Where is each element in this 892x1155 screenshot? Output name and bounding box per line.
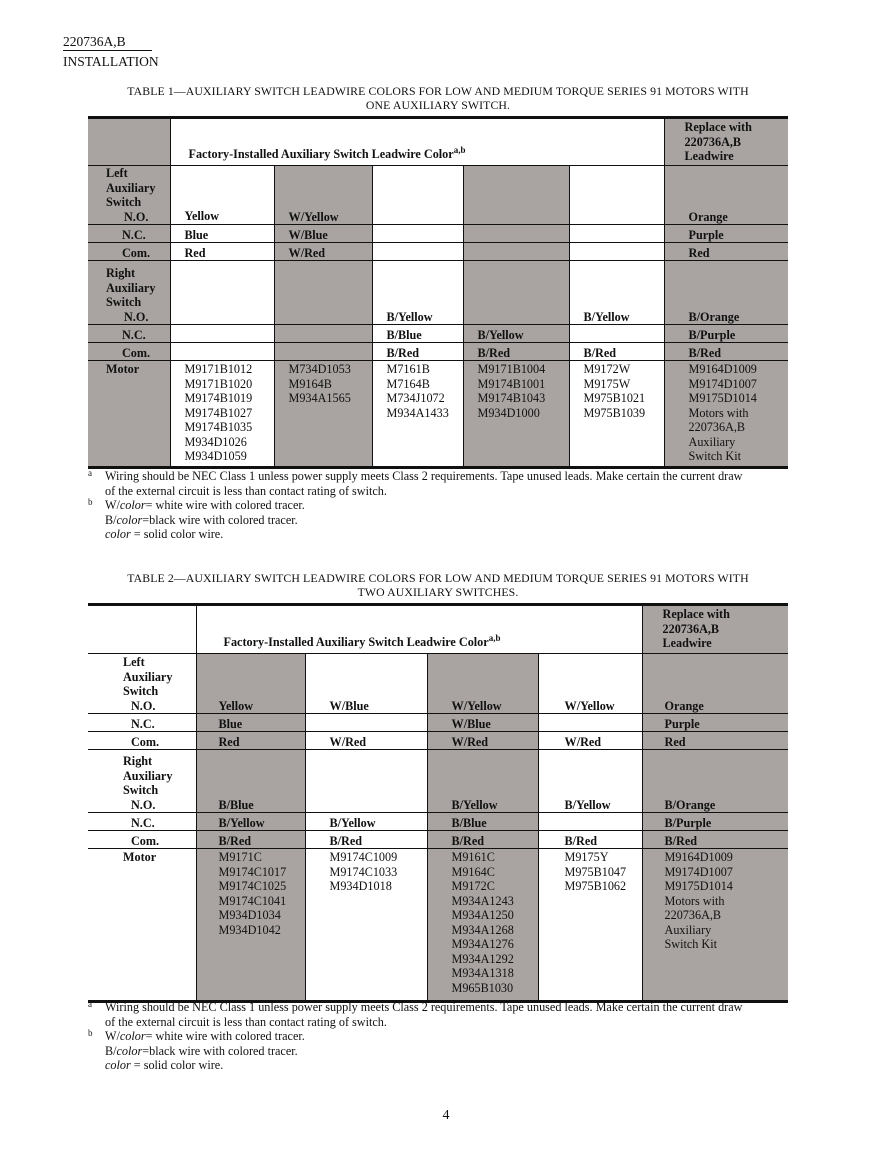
- table2-nc-label: N.C.: [88, 714, 196, 732]
- motor-model: M975B1021: [583, 391, 646, 405]
- motor-model: M965B1030: [451, 980, 514, 995]
- table1-cell: [170, 343, 274, 361]
- table1-motor-list: [170, 361, 274, 468]
- table2-cell: B/Blue: [196, 750, 305, 813]
- table2-cell: B/Red: [642, 831, 788, 849]
- table1-cell: [274, 343, 372, 361]
- table2-cell: [305, 750, 427, 813]
- motor-model: M734J1072: [386, 391, 445, 405]
- table1-cell: B/Red: [463, 343, 569, 361]
- table1-motor-list: [569, 361, 664, 468]
- motor-model: M9164D1009: [688, 362, 757, 376]
- motor-model: M9171C: [218, 850, 262, 864]
- motor-model: M9175Y: [564, 850, 609, 864]
- table2-cell: B/Red: [427, 831, 538, 849]
- table1-cell: B/Red: [569, 343, 664, 361]
- footnote-a: a Wiring should be NEC Class 1 unless power supply meets Class 2 requirements. Tape unused leads. Make certain the current draw of the external circuit is less than contact rating of switch.: [88, 468, 743, 498]
- motor-model: M934A1250: [451, 908, 514, 922]
- table2-cell: Blue: [196, 714, 305, 732]
- table2-cell: B/Yellow: [427, 750, 538, 813]
- table1-caption-line2: ONE AUXILIARY SWITCH.: [365, 98, 511, 112]
- table1-cell: B/Yellow: [463, 325, 569, 343]
- table1-cell: Blue: [170, 225, 274, 243]
- motor-model: M934D1018: [329, 879, 392, 893]
- motor-model: M934A1292: [451, 951, 514, 966]
- table2-com-label: Com.: [88, 831, 196, 849]
- motor-model: M9171B1020: [184, 376, 253, 391]
- motor-model: M9175D1014: [664, 879, 733, 893]
- motor-model: M9174C1009: [329, 850, 398, 864]
- table1-cell: B/Purple: [664, 325, 788, 343]
- footnote-b: b W/color= white wire with colored tracer. B/color=black wire with colored tracer. color = solid color wire.: [88, 497, 305, 542]
- motor-model: M934A1243: [451, 893, 514, 908]
- motor-model: M9175D1014: [688, 391, 757, 405]
- motor-model: M975B1062: [564, 879, 627, 893]
- table1-cell: Orange: [664, 166, 788, 225]
- motor-model: Motors with: [664, 893, 725, 908]
- motor-model: M7161B: [386, 362, 430, 376]
- table2-cell: [538, 813, 642, 831]
- motor-model: M975B1047: [564, 864, 627, 879]
- motor-model: M9161C: [451, 850, 495, 864]
- table2-cell: W/Yellow: [538, 654, 642, 714]
- motor-model: M9174C1025: [218, 879, 287, 893]
- table1-cell: Red: [170, 243, 274, 261]
- table1-cell: [463, 225, 569, 243]
- motor-model: M9174B1027: [184, 405, 253, 420]
- table1-footnotes: [88, 469, 790, 542]
- table1-cell: [274, 325, 372, 343]
- table1-right-switch-label: Right Auxiliary Switch N.O.: [88, 261, 170, 325]
- motor-model: M9172C: [451, 879, 495, 893]
- motor-model: M9174B1043: [477, 391, 546, 405]
- motor-model: M9164C: [451, 864, 495, 879]
- table2-motor-label: Motor: [88, 849, 196, 1002]
- table1-cell: [170, 325, 274, 343]
- table2-cell: B/Purple: [642, 813, 788, 831]
- motor-model: M934A1433: [386, 405, 449, 420]
- table1-cell: [170, 261, 274, 325]
- table2-cell: B/Yellow: [305, 813, 427, 831]
- table2-cell: B/Red: [196, 831, 305, 849]
- table1-left-switch-label: Left Auxiliary Switch N.O.: [88, 166, 170, 225]
- table2-com-label: Com.: [88, 732, 196, 750]
- motor-model: 220736A,B: [688, 420, 746, 434]
- motor-model: M9172W: [583, 362, 631, 376]
- motor-model: M934D1026: [184, 434, 247, 449]
- motor-model: M9175W: [583, 376, 631, 391]
- table2-cell: W/Yellow: [427, 654, 538, 714]
- table1-cell: B/Orange: [664, 261, 788, 325]
- motor-model: M934A1565: [288, 391, 351, 405]
- table1-cell: Red: [664, 243, 788, 261]
- page-number: 4: [442, 1108, 450, 1123]
- motor-model: Auxiliary: [688, 434, 736, 449]
- table2-caption-line1: TABLE 2—AUXILIARY SWITCH LEADWIRE COLORS FOR LOW AND MEDIUM TORQUE SERIES 91 MOTORS WITH: [127, 571, 749, 585]
- table1-cell: W/Red: [274, 243, 372, 261]
- motor-model: M9174D1007: [664, 864, 733, 879]
- table1-caption-line1: TABLE 1—AUXILIARY SWITCH LEADWIRE COLORS FOR LOW AND MEDIUM TORQUE SERIES 91 MOTORS WITH: [127, 84, 749, 98]
- table1-motor-list: [372, 361, 463, 468]
- motor-model: M934A1268: [451, 922, 514, 937]
- motor-model: M934D1000: [477, 405, 540, 420]
- motor-model: Motors with: [688, 405, 749, 420]
- table1-cell: Purple: [664, 225, 788, 243]
- table1-cell: [569, 325, 664, 343]
- table2-replace-header: Replace with 220736A,B Leadwire: [642, 605, 788, 654]
- table2: [88, 603, 788, 1003]
- table1-cell: [372, 166, 463, 225]
- table2-motor-list: [642, 849, 788, 1002]
- table1-cell: W/Yellow: [274, 166, 372, 225]
- footnote-a: a Wiring should be NEC Class 1 unless power supply meets Class 2 requirements. Tape unused leads. Make certain the current draw of the external circuit is less than contact rating of switch.: [88, 999, 743, 1029]
- table1-cell: B/Yellow: [569, 261, 664, 325]
- table2-cell: W/Blue: [427, 714, 538, 732]
- motor-model: 220736A,B: [664, 908, 722, 922]
- motor-model: Switch Kit: [664, 937, 717, 951]
- table2-motor-list: [196, 849, 305, 1002]
- table1-cell: [569, 225, 664, 243]
- table1-cell: Yellow: [170, 166, 274, 225]
- table2-motor-list: [305, 849, 427, 1002]
- table2-cell: B/Yellow: [538, 750, 642, 813]
- table2-cell: W/Red: [538, 732, 642, 750]
- table1-cell: [372, 225, 463, 243]
- table1-cell: [463, 261, 569, 325]
- table2-cell: W/Blue: [305, 654, 427, 714]
- table2-right-switch-label: Right Auxiliary Switch N.O.: [88, 750, 196, 813]
- motor-model: M9174D1007: [688, 376, 757, 391]
- table2-factory-header: Factory-Installed Auxiliary Switch Leadwire Color$^{a,b}$: [196, 605, 642, 654]
- table1-cell: B/Red: [372, 343, 463, 361]
- table1-cell: [372, 243, 463, 261]
- table1-cell: [463, 243, 569, 261]
- footnote-b: b W/color= white wire with colored tracer. B/color=black wire with colored tracer. color = solid color wire.: [88, 1028, 305, 1073]
- table1-factory-header: Factory-Installed Auxiliary Switch Leadwire Color$^{a,b}$: [170, 118, 664, 166]
- table2-cell: B/Red: [538, 831, 642, 849]
- table1-com-label: Com.: [88, 343, 170, 361]
- table2-motor-list: [427, 849, 538, 1002]
- table2-cell: W/Red: [427, 732, 538, 750]
- motor-model: M934A1318: [451, 966, 514, 980]
- table1-cell: B/Yellow: [372, 261, 463, 325]
- table2-cell: Orange: [642, 654, 788, 714]
- table2-cell: B/Red: [305, 831, 427, 849]
- motor-model: M934D1059: [184, 449, 247, 463]
- table1-motor-label: Motor: [88, 361, 170, 468]
- table1-nc-label: N.C.: [88, 225, 170, 243]
- motor-model: M9174B1035: [184, 420, 253, 434]
- motor-model: M9174C1041: [218, 893, 287, 908]
- motor-model: M975B1039: [583, 405, 646, 420]
- table1-replace-header: Replace with 220736A,B Leadwire: [664, 118, 788, 166]
- motor-model: M934D1034: [218, 908, 281, 922]
- table2-footnotes: [88, 1000, 790, 1073]
- table2-left-switch-label: Left Auxiliary Switch N.O.: [88, 654, 196, 714]
- table2-cell: Red: [196, 732, 305, 750]
- motor-model: M934D1042: [218, 922, 281, 937]
- table1: [88, 116, 788, 469]
- table2-nc-label: N.C.: [88, 813, 196, 831]
- section-title: INSTALLATION: [63, 54, 159, 69]
- motor-model: Switch Kit: [688, 449, 741, 463]
- table1-cell: B/Blue: [372, 325, 463, 343]
- table1-cell: [569, 243, 664, 261]
- table2-cell: Red: [642, 732, 788, 750]
- table1-caption: [88, 84, 788, 112]
- motor-model: M9174B1001: [477, 376, 546, 391]
- table1-cell: W/Blue: [274, 225, 372, 243]
- table1-motor-list: [463, 361, 569, 468]
- table1-nc-label: N.C.: [88, 325, 170, 343]
- table1-cell: [463, 166, 569, 225]
- table2-caption: [88, 571, 788, 599]
- motor-model: Auxiliary: [664, 922, 712, 937]
- table1-cell: [274, 261, 372, 325]
- table1-motor-list: [274, 361, 372, 468]
- motor-model: M7164B: [386, 376, 430, 391]
- motor-model: M9171B1012: [184, 362, 253, 376]
- motor-model: M9174C1033: [329, 864, 398, 879]
- table2-motor-list: [538, 849, 642, 1002]
- table1-cell: [569, 166, 664, 225]
- table1-motor-list: [664, 361, 788, 468]
- table2-cell: [305, 714, 427, 732]
- table2-cell: B/Orange: [642, 750, 788, 813]
- table2-cell: B/Blue: [427, 813, 538, 831]
- motor-model: M9174B1019: [184, 391, 253, 405]
- motor-model: M734D1053: [288, 362, 351, 376]
- document-id: 220736A,B: [63, 33, 152, 51]
- table2-cell: Yellow: [196, 654, 305, 714]
- table2-cell: B/Yellow: [196, 813, 305, 831]
- table1-cell: B/Red: [664, 343, 788, 361]
- table2-cell: Purple: [642, 714, 788, 732]
- motor-model: M9164D1009: [664, 850, 733, 864]
- motor-model: M9174C1017: [218, 864, 287, 879]
- motor-model: M9171B1004: [477, 362, 546, 376]
- table2-cell: W/Red: [305, 732, 427, 750]
- motor-model: M9164B: [288, 376, 332, 391]
- motor-model: M934A1276: [451, 937, 514, 951]
- table2-caption-line2: TWO AUXILIARY SWITCHES.: [357, 585, 519, 599]
- table2-cell: [538, 714, 642, 732]
- table1-com-label: Com.: [88, 243, 170, 261]
